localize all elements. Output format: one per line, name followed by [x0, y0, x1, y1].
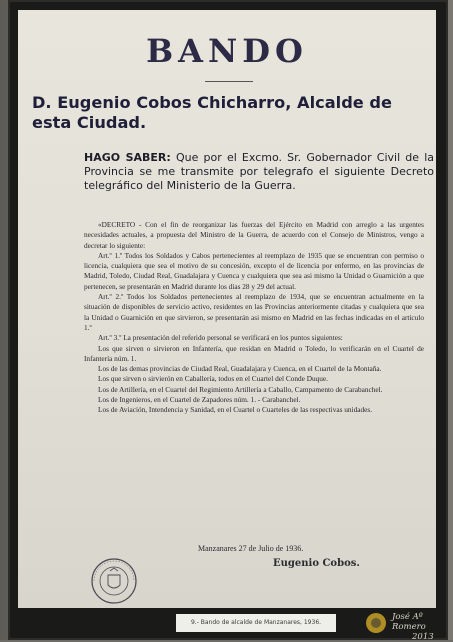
watermark-text	[392, 612, 453, 642]
decree-paragraph: Los de Ingenieros, en el Cuartel de Zapadores núm. 1. - Carabanchel.	[98, 395, 301, 405]
intro-lead: HAGO SABER:	[84, 151, 171, 164]
poster-title: BANDO	[146, 32, 308, 70]
watermark-year: 2013	[412, 632, 434, 642]
decree-paragraph: Los de Aviación, Intendencia y Sanidad, en el Cuartel o Cuarteles de las respectivas unidades.	[98, 405, 373, 415]
decree-paragraph: Los que sirven o sirvierón en Caballería, todos en el Cuartel del Conde Duque.	[98, 374, 328, 384]
poster-document	[18, 10, 436, 608]
decree-paragraph: Art.º 1.º Todos los Soldados y Cabos pertenecientes al reemplazo de 1935 que se encuentran con permiso o licencia, cualquiera que sea el motivo de su concesión, excepto el de licencia por enfermo, en las provincias de Madrid, Toledo, Ciudad Real, Guadalajara y Cuenca y cualquiera que sea asi mismo la Unidad o Guarnición a que pertenecen, se presentarán en Madrid durante los días 28 y 29 del actual.	[84, 250, 424, 291]
poster-heading: D. Eugenio Cobos Chicharro, Alcalde de esta Ciudad.	[32, 93, 392, 132]
decree-paragraph: Art.º 3.º La presentación del referido personal se verificará en los puntos siguientes:	[98, 333, 343, 343]
date-line: Manzanares 27 de Julio de 1936.	[198, 544, 304, 553]
signature: Eugenio Cobos.	[273, 558, 360, 569]
watermark-author: José Aº Romero	[392, 612, 426, 632]
decree-paragraph: Los de Artillería, en el Cuartel del Regimiento Artillería a Caballo, Campamento de Carabanchel.	[98, 384, 383, 394]
intro-text: Que por el Excmo. Sr. Gobernador Civil de la Provincia se me transmite por telegrafo el siguiente Decreto telegráfico del Ministerio de la Guerra.	[84, 151, 435, 192]
intro-paragraph	[84, 151, 434, 193]
decree-paragraph: Art.º 2.º Todos los Soldados pertenecientes al reemplazo de 1934, que se encuentran actualmente en la situación de disponibles de servicio activo, residentes en las Provincias anteriormente citadas y cualquiera que sea la Unidad o Guarnición en que sirvieron, se presentarán asi mismo en Madrid en las fechas indicadas en el artículo 1.º	[84, 292, 424, 332]
municipal-seal	[90, 557, 138, 605]
exhibit-caption: 9.- Bando de alcalde de Manzanares, 1936.	[176, 614, 336, 632]
decree-paragraph: «DECRETO - Con el fin de reorganizar las fuerzas del Ejército en Madrid con arreglo a las urgentes necesidades actuales, a propuesta del Ministro de la Guerra, de acuerdo con el Consejo de Ministros, vengo a decretar lo siguiente:	[84, 220, 424, 250]
decree-paragraph: Los que sirven o sirvieron en Infantería, que residan en Madrid o Toledo, lo verificarán en el Cuartel de Infantería núm. 1.	[84, 343, 424, 363]
title-underline	[205, 81, 253, 82]
decree-body	[84, 220, 424, 416]
decree-paragraph: Los de las demas provincias de Ciudad Real, Guadalajara y Cuenca, en el Cuartel de la Montaña.	[98, 364, 382, 374]
